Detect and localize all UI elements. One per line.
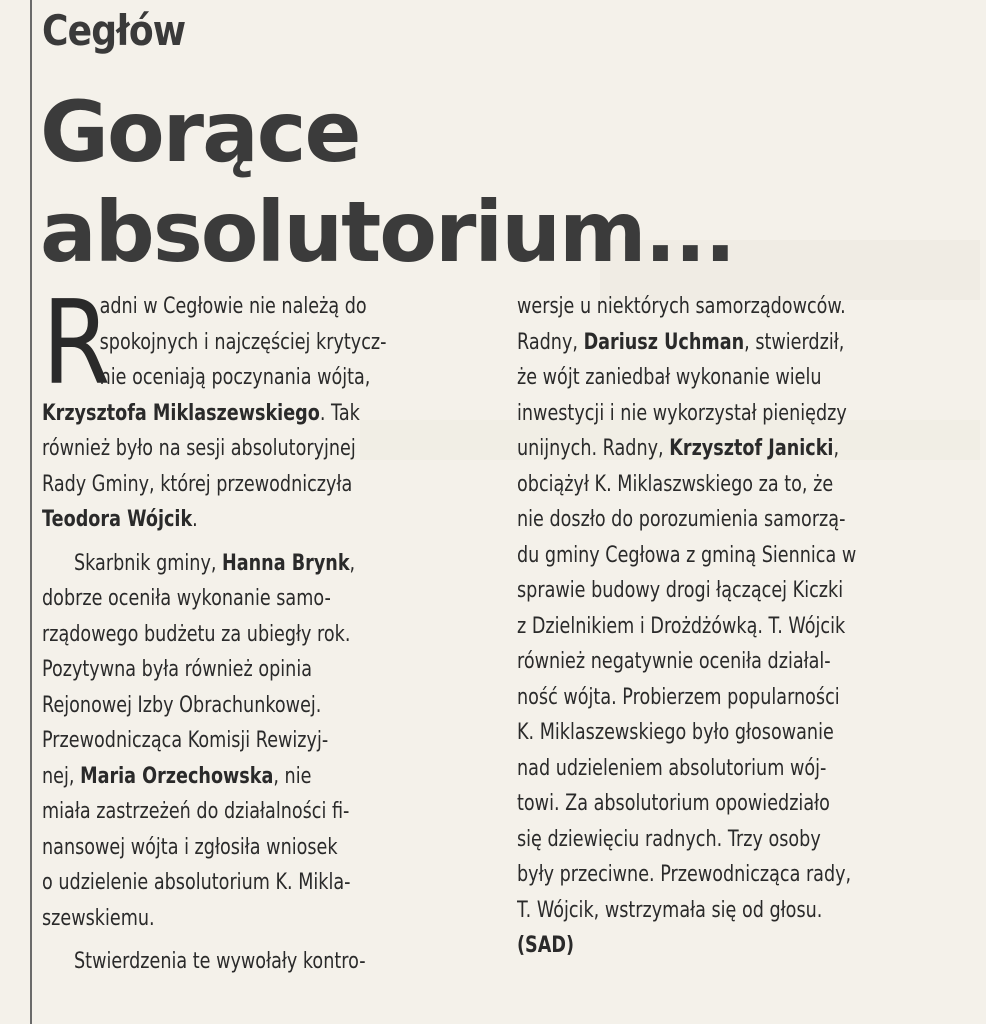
- text-line: [42, 865, 398, 901]
- text-run: adni w Cegłowie nie należą do: [99, 294, 367, 319]
- text-line: [517, 573, 875, 609]
- section-kicker: Cegłów: [42, 6, 186, 55]
- text-line: [517, 644, 875, 680]
- text-run: Rejonowej Izby Obrachunkowej.: [42, 692, 322, 718]
- text-run: towi. Za absolutorium opowiedziało: [517, 791, 830, 816]
- text-run: Skarbnik gminy,: [74, 550, 223, 576]
- text-line: [42, 794, 398, 830]
- text-run: . Tak: [319, 400, 360, 426]
- text-line: [42, 502, 398, 538]
- text-line: [42, 546, 398, 582]
- text-line: [42, 360, 398, 396]
- article-headline: [40, 82, 734, 282]
- text-run: ,: [349, 550, 356, 576]
- text-run: Stwierdzenia te wywołały kontro-: [74, 949, 366, 974]
- text-line: [42, 901, 398, 937]
- text-line: [42, 759, 398, 795]
- text-line: [517, 538, 875, 574]
- text-run: wersje u niektórych samorządowców.: [517, 294, 846, 319]
- text-run: dobrze oceniła wykonanie samo-: [42, 586, 331, 611]
- text-line: [517, 680, 875, 716]
- text-line: [42, 467, 398, 503]
- text-run: ,: [833, 436, 840, 461]
- text-run: Rady Gminy, której przewodniczyła: [42, 471, 353, 497]
- text-run: Pozytywna była również opinia: [42, 657, 312, 682]
- text-run: unijnych. Radny,: [517, 436, 670, 461]
- text-line: [517, 857, 875, 893]
- bold-name: Krzysztofa Miklaszewskiego: [42, 400, 320, 426]
- headline-line: Gorące: [40, 83, 360, 181]
- text-run: inwestycji i nie wykorzystał pieniędzy: [517, 400, 847, 426]
- column-rule: [30, 0, 32, 1024]
- drop-cap: R: [42, 276, 111, 411]
- text-run: również było na sesji absolutoryjnej: [42, 436, 356, 461]
- text-run: Przewodnicząca Komisji Rewizyj-: [42, 728, 329, 753]
- text-run: nie doszło do porozumienia samorzą-: [517, 507, 846, 532]
- text-line: [517, 396, 875, 432]
- text-line: [42, 396, 398, 432]
- bold-name: Dariusz Uchman: [583, 329, 745, 355]
- bold-name: Krzysztof Janicki: [669, 436, 834, 461]
- text-run: nad udzieleniem absolutorium wój-: [517, 755, 827, 781]
- text-run: nej,: [42, 763, 81, 789]
- text-run: miała zastrzeżeń do działalności fi-: [42, 799, 350, 824]
- text-run: z Dzielnikiem i Drożdżówką. T. Wójcik: [517, 613, 846, 639]
- article-column-right: [517, 289, 964, 964]
- text-run: nansowej wójta i zgłosiła wniosek: [42, 834, 338, 860]
- bold-name: Maria Orzechowska: [80, 763, 274, 789]
- text-line: [42, 581, 398, 617]
- text-line: [517, 893, 875, 929]
- text-line: [517, 360, 875, 396]
- text-line: [517, 431, 875, 467]
- text-line: [42, 325, 398, 361]
- text-line: [42, 688, 398, 724]
- text-run: K. Miklaszewskiego było głosowanie: [517, 720, 834, 745]
- text-line: [517, 928, 875, 964]
- text-run: obciążył K. Miklaszwskiego za to, że: [517, 471, 834, 497]
- text-run: spokojnych i najczęściej krytycz-: [99, 329, 387, 355]
- text-line: [517, 609, 875, 645]
- text-run: o udzielenie absolutorium K. Mikla-: [42, 870, 351, 895]
- text-line: [42, 944, 398, 980]
- text-line: [517, 751, 875, 787]
- bold-name: Teodora Wójcik: [42, 507, 193, 532]
- text-line: [42, 431, 398, 467]
- headline-line: absolutorium...: [40, 183, 735, 281]
- text-run: również negatywnie oceniła działal-: [517, 649, 831, 674]
- text-line: [517, 786, 875, 822]
- text-line: [517, 325, 875, 361]
- text-line: [42, 723, 398, 759]
- text-run: .: [192, 507, 198, 532]
- text-line: [42, 830, 398, 866]
- text-line: [517, 715, 875, 751]
- text-run: Radny,: [517, 329, 584, 355]
- text-run: były przeciwne. Przewodnicząca rady,: [517, 862, 852, 887]
- text-run: się dziewięciu radnych. Trzy osoby: [517, 826, 821, 852]
- text-line: [517, 289, 875, 325]
- text-line: [517, 822, 875, 858]
- text-line: [42, 617, 398, 653]
- text-run: sprawie budowy drogi łączącej Kiczki: [517, 578, 844, 603]
- text-run: szewskiemu.: [42, 905, 155, 931]
- text-line: [42, 289, 398, 325]
- article-column-left: [42, 276, 487, 980]
- text-line: [517, 467, 875, 503]
- text-line: [517, 502, 875, 538]
- text-run: du gminy Cegłowa z gminą Siennica w: [517, 542, 857, 568]
- text-run: ność wójta. Probierzem popularności: [517, 684, 840, 710]
- text-run: nie oceniają poczynania wójta,: [99, 365, 371, 390]
- text-run: że wójt zaniedbał wykonanie wielu: [517, 365, 822, 390]
- text-run: , nie: [273, 763, 312, 789]
- text-run: , stwierdził,: [744, 329, 845, 355]
- bold-name: (SAD): [517, 933, 574, 958]
- bold-name: Hanna Brynk: [222, 550, 350, 576]
- text-run: rządowego budżetu za ubiegły rok.: [42, 621, 351, 647]
- text-run: T. Wójcik, wstrzymała się od głosu.: [517, 897, 823, 923]
- text-line: [42, 652, 398, 688]
